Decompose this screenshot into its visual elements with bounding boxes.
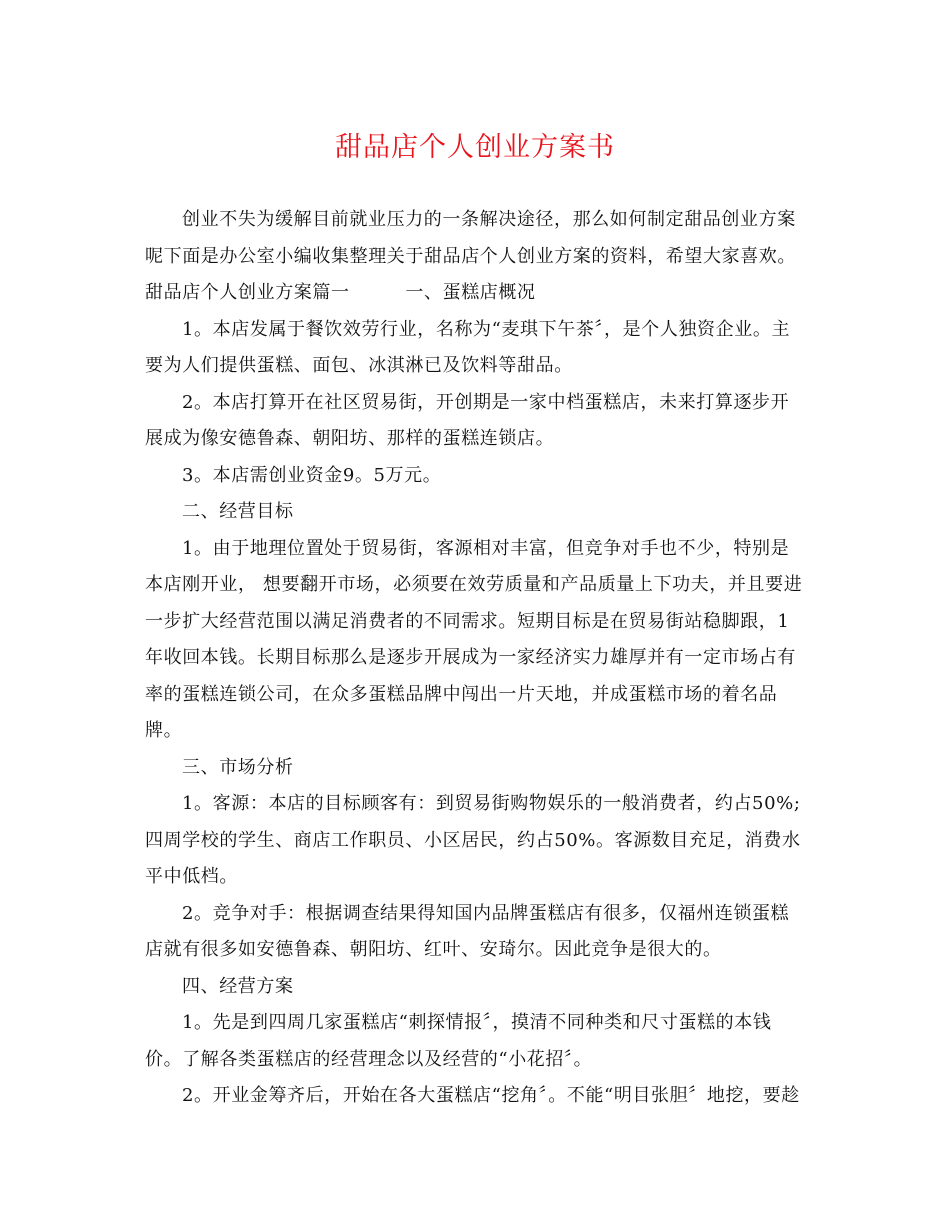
document-body bbox=[145, 202, 815, 1115]
paragraph-line: 四周学校的学生、商店工作职员、小区居民，约占50%。客源数目充足，消费水 bbox=[145, 829, 801, 851]
paragraph-line: 率的蛋糕连锁公司，在众多蛋糕品牌中闯出一片天地，并成蛋糕市场的着名品 bbox=[145, 683, 778, 705]
paragraph-line: 平中低档。 bbox=[145, 866, 238, 887]
paragraph-line: 1。由于地理位置处于贸易街，客源相对丰富，但竞争对手也不少，特别是 bbox=[182, 537, 790, 559]
paragraph-line: 价。了解各类蛋糕店的经营理念以及经营的“小花招〞。 bbox=[145, 1048, 593, 1070]
section-heading-line: 甜品店个人创业方案篇一 一、蛋糕店概况 bbox=[145, 282, 536, 303]
paragraph-line: 2。竞争对手：根据调查结果得知国内品牌蛋糕店有很多，仅福州连锁蛋糕 bbox=[182, 902, 790, 924]
paragraph-line: 要为人们提供蛋糕、面包、冰淇淋已及饮料等甜品。 bbox=[145, 355, 573, 376]
section-heading: 二、经营目标 bbox=[182, 501, 294, 522]
paragraph-line: 店就有很多如安德鲁森、朝阳坊、红叶、安琦尔。因此竞争是很大的。 bbox=[145, 939, 722, 960]
paragraph-line: 1。客源：本店的目标顾客有：到贸易街购物娱乐的一般消费者，约占50%; bbox=[182, 793, 801, 814]
paragraph-line: 创业不失为缓解目前就业压力的一条解决途径，那么如何制定甜品创业方案 bbox=[182, 209, 796, 230]
paragraph-line: 牌。 bbox=[145, 720, 183, 741]
paragraph-line: 年收回本钱。长期目标那么是逐步开展成为一家经济实力雄厚并有一定市场占有 bbox=[145, 647, 796, 668]
section-heading: 三、市场分析 bbox=[182, 756, 294, 778]
paragraph-line: 2。开业金筹齐后，开始在各大蛋糕店“挖角〞。不能“明目张胆〞地挖，要趁 bbox=[182, 1085, 800, 1106]
section-heading: 四、经营方案 bbox=[182, 975, 294, 997]
paragraph-line: 呢下面是办公室小编收集整理关于甜品店个人创业方案的资料，希望大家喜欢。 bbox=[145, 245, 796, 267]
paragraph-line: 展成为像安德鲁森、朝阳坊、那样的蛋糕连锁店。 bbox=[145, 428, 555, 449]
paragraph-line: 2。本店打算开在社区贸易街，开创期是一家中档蛋糕店，未来打算逐步开 bbox=[182, 391, 790, 413]
paragraph-line: 3。本店需创业资金9。5万元。 bbox=[182, 464, 442, 486]
paragraph-line: 1。本店发属于餐饮效劳行业，名称为“麦琪下午茶〞，是个人独资企业。主 bbox=[182, 318, 791, 340]
paragraph-line: 1。先是到四周几家蛋糕店“刺探情报〞，摸清不同种类和尺寸蛋糕的本钱 bbox=[182, 1012, 772, 1033]
paragraph-line: 本店刚开业， 想要翻开市场，必须要在效劳质量和产品质量上下功夫，并且要进 bbox=[145, 574, 803, 595]
paragraph-line: 一步扩大经营范围以满足消费者的不同需求。短期目标是在贸易街站稳脚跟，1 bbox=[145, 610, 790, 632]
document-title: 甜品店个人创业方案书 bbox=[335, 132, 615, 163]
